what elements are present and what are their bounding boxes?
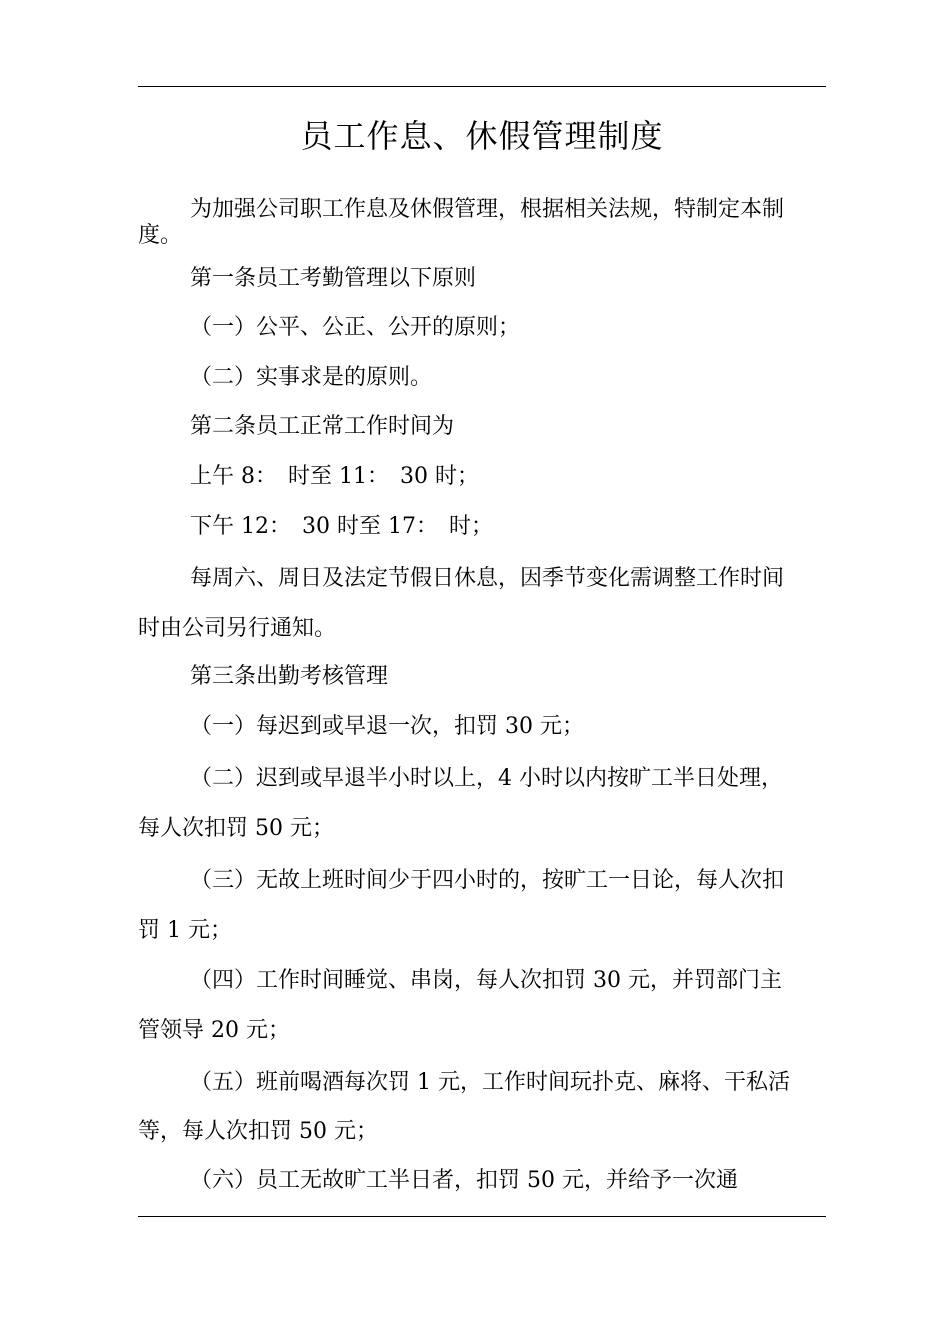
paragraph-line: （六）员工无故旷工半日者，扣罚 50 元，并给予一次通: [190, 1168, 738, 1193]
paragraph-line: 管领导 20 元；: [138, 1018, 290, 1043]
paragraph-line: （一）每迟到或早退一次，扣罚 30 元；: [190, 714, 584, 739]
paragraph-line: （三）无故上班时间少于四小时的，按旷工一日论，每人次扣: [190, 868, 785, 893]
paragraph-line: 每周六、周日及法定节假日休息，因季节变化需调整工作时间: [190, 566, 785, 591]
paragraph-line: 第二条员工正常工作时间为: [190, 414, 455, 439]
bottom-rule: [138, 1216, 826, 1217]
paragraph-line: 上午 8： 时至 11： 30 时；: [190, 464, 479, 489]
top-rule: [138, 86, 826, 87]
paragraph-line: 每人次扣罚 50 元；: [138, 816, 334, 841]
paragraph-line: 时由公司另行通知。: [138, 616, 337, 641]
paragraph-line: 度。: [138, 223, 183, 248]
paragraph-line: 第三条出勤考核管理: [190, 664, 389, 689]
paragraph-line: （二）迟到或早退半小时以上，4 小时以内按旷工半日处理，: [190, 766, 783, 791]
paragraph-line: 第一条员工考勤管理以下原则: [190, 266, 477, 291]
paragraph-line: （二）实事求是的原则。: [190, 365, 433, 390]
paragraph-line: （五）班前喝酒每次罚 1 元，工作时间玩扑克、麻将、干私活: [190, 1070, 790, 1095]
paragraph-line: （一）公平、公正、公开的原则；: [190, 315, 521, 340]
paragraph-line: 等，每人次扣罚 50 元；: [138, 1119, 378, 1144]
paragraph-line: 罚 1 元；: [138, 918, 232, 943]
document-title: 员工作息、休假管理制度: [300, 117, 664, 155]
paragraph-line: 为加强公司职工作息及休假管理，根据相关法规，特制定本制: [190, 197, 785, 222]
paragraph-line: 下午 12： 30 时至 17： 时；: [190, 514, 493, 539]
paragraph-line: （四）工作时间睡觉、串岗，每人次扣罚 30 元，并罚部门主: [190, 968, 782, 993]
